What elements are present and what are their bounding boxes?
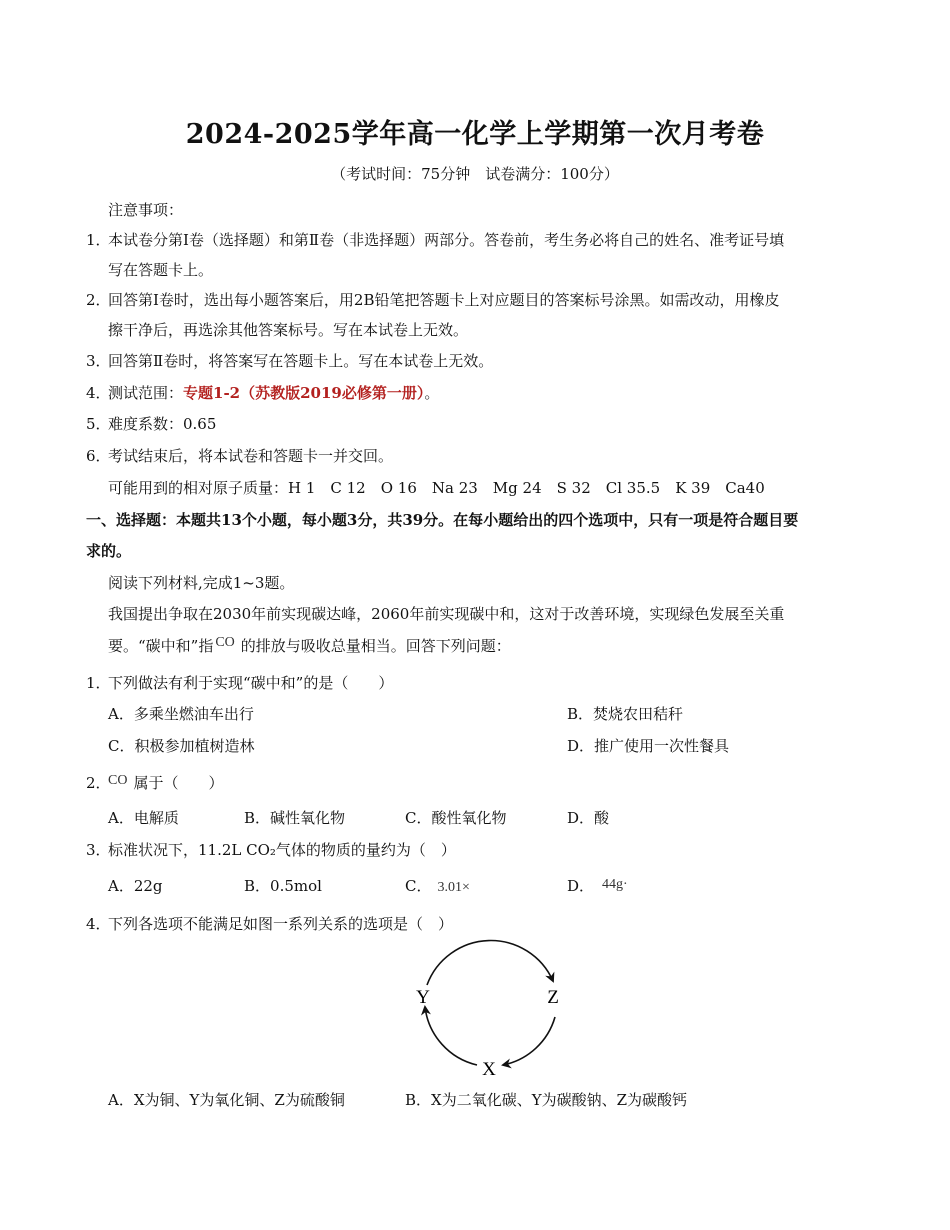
arrow-y-to-z xyxy=(427,941,553,985)
cycle-diagram xyxy=(405,935,585,1085)
section-1-heading-line1: 一、选择题：本题共13个小题，每小题3分，共39分。在每小题给出的四个选项中，只有一项是符合题目要 xyxy=(86,511,799,529)
q4-number: 4． xyxy=(86,915,111,933)
q2-option-a: A．电解质 xyxy=(108,809,179,827)
q3-option-d-label: D． xyxy=(567,877,595,895)
atomic-masses: 可能用到的相对原子质量：H 1 C 12 O 16 Na 23 Mg 24 S 32 Cl 35.5 K 39 Ca40 xyxy=(108,479,765,497)
q1-option-c: C．积极参加植树造林 xyxy=(108,737,255,755)
q1-number: 1． xyxy=(86,674,111,692)
q4-option-b: B．X为二氧化碳、Y为碳酸钠、Z为碳酸钙 xyxy=(405,1091,688,1109)
q2-stem xyxy=(108,773,223,795)
node-z: Z xyxy=(547,987,559,1008)
page-title: 2024-2025学年高一化学上学期第一次月考卷 xyxy=(185,119,765,150)
note-2-text-line1: 回答第Ⅰ卷时，选出每小题答案后，用2B铅笔把答题卡上对应题目的答案标号涂黑。如需改动，用橡皮 xyxy=(108,291,780,309)
reading-para-line2 xyxy=(108,636,511,658)
arrow-z-to-x xyxy=(503,1017,555,1065)
q4-stem: 下列各选项不能满足如图一系列关系的选项是（ ） xyxy=(108,915,454,933)
note-6-text: 考试结束后，将本试卷和答题卡一并交回。 xyxy=(108,447,394,465)
arrow-x-to-y xyxy=(425,1007,477,1065)
exam-info: （考试时间：75分钟 试卷满分：100分） xyxy=(331,165,619,183)
note-1-text-line2: 写在答题卡上。 xyxy=(108,261,214,279)
q3-number: 3． xyxy=(86,841,111,859)
q1-stem: 下列做法有利于实现“碳中和”的是（ ） xyxy=(108,674,394,692)
node-y: Y xyxy=(416,987,430,1008)
section-1-heading-line2: 求的。 xyxy=(86,542,132,560)
q2-stem-text: 属于（ ） xyxy=(133,774,224,792)
q1-option-d: D．推广使用一次性餐具 xyxy=(567,737,730,755)
q3-option-c-label: C． xyxy=(405,877,432,895)
note-3-text: 回答第Ⅱ卷时，将答案写在答题卡上。写在本试卷上无效。 xyxy=(108,352,494,370)
q3-option-b: B．0.5mol xyxy=(244,877,322,895)
q2-option-c: C．酸性氧化物 xyxy=(405,809,507,827)
note-4-text xyxy=(108,383,439,403)
note-1-text-line1: 本试卷分第Ⅰ卷（选择题）和第Ⅱ卷（非选择题）两部分。答卷前，考生务必将自己的姓名、准考证号填 xyxy=(108,231,785,249)
q3-option-c-formula: 3.01× xyxy=(437,880,470,895)
q3-option-d xyxy=(567,876,628,898)
q2-number: 2． xyxy=(86,774,111,792)
reading-para-line1: 我国提出争取在2030年前实现碳达峰，2060年前实现碳中和，这对于改善环境，实现绿色发展至关重 xyxy=(108,605,785,623)
reading-para-text-b: 的排放与吸收总量相当。回答下列问题： xyxy=(240,637,511,655)
q2-option-b: B．碱性氧化物 xyxy=(244,809,346,827)
note-4-num: 4． xyxy=(86,384,111,402)
q3-option-d-formula: 44g· xyxy=(602,877,628,892)
reading-intro: 阅读下列材料,完成1~3题。 xyxy=(108,574,295,592)
q2-option-d: D．酸 xyxy=(567,809,610,827)
test-scope-value: 专题1-2（苏教版2019必修第一册） xyxy=(183,384,425,402)
note-5-num: 5． xyxy=(86,415,111,433)
q3-stem: 标准状况下，11.2L CO₂气体的物质的量约为（ ） xyxy=(108,841,456,859)
note-2-num: 2． xyxy=(86,291,111,309)
note-1-num: 1． xyxy=(86,231,111,249)
note-2-text-line2: 擦干净后，再选涂其他答案标号。写在本试卷上无效。 xyxy=(108,321,469,339)
q1-option-a: A．多乘坐燃油车出行 xyxy=(108,705,254,723)
q2-formula: CO xyxy=(108,773,128,788)
reading-para-text-a: 要。“碳中和”指 xyxy=(108,637,214,655)
co2-formula: CO xyxy=(215,635,235,650)
notes-heading: 注意事项： xyxy=(108,201,184,219)
q1-option-b: B．焚烧农田秸秆 xyxy=(567,705,684,723)
q3-option-c xyxy=(405,876,470,898)
note-3-num: 3． xyxy=(86,352,111,370)
q3-option-a: A．22g xyxy=(108,877,163,895)
test-scope-label: 测试范围： xyxy=(108,384,184,402)
q4-option-a: A．X为铜、Y为氧化铜、Z为硫酸铜 xyxy=(108,1091,345,1109)
note-5-text: 难度系数：0.65 xyxy=(108,415,217,433)
note-6-num: 6． xyxy=(86,447,111,465)
test-scope-suffix: 。 xyxy=(424,384,440,402)
node-x: X xyxy=(482,1059,496,1080)
